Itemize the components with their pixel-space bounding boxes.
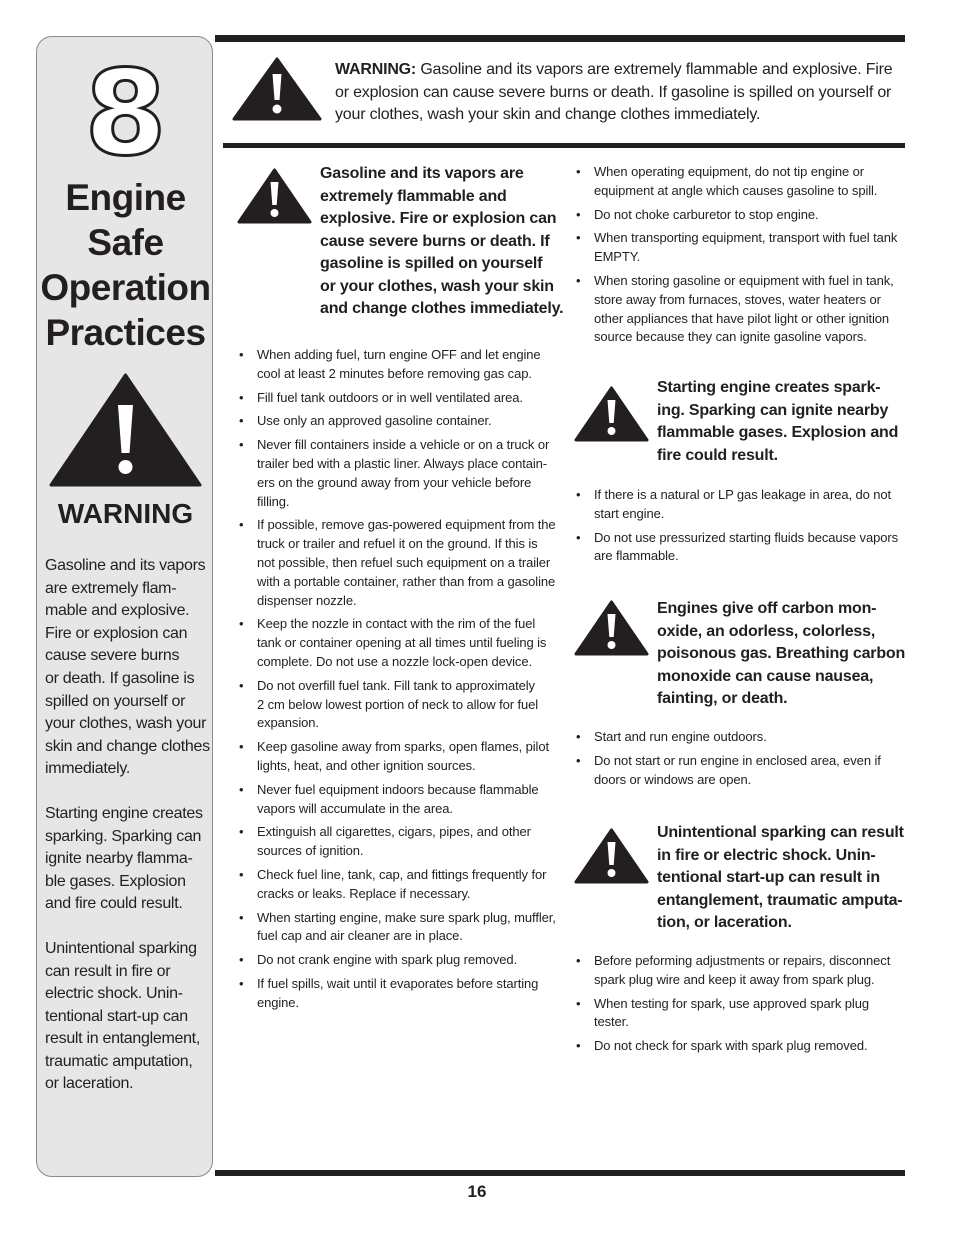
- warning-triangle-icon: [49, 373, 202, 488]
- sidebar-paragraph: [45, 803, 210, 916]
- bullet-icon: •: [576, 164, 581, 179]
- sidebar-paragraph-line: and fire could result.: [45, 895, 183, 913]
- bullet-icon: •: [239, 347, 244, 362]
- sidebar-paragraph: [45, 938, 210, 1096]
- header-line: in fire or electric shock. Unin-: [657, 846, 876, 864]
- list-item-line: Do not use pressurized starting fluids because vapors: [594, 529, 898, 545]
- list-item-line: start engine.: [594, 505, 665, 521]
- list-item: [237, 823, 562, 861]
- chapter-title-line: Engine: [65, 177, 186, 218]
- list-item-line: cracks or leaks. Replace if necessary.: [257, 885, 471, 901]
- bullet-icon: •: [576, 230, 581, 246]
- top-rule: [215, 35, 905, 42]
- header-line: tentional start-up can result in: [657, 869, 880, 886]
- list-item: [574, 163, 909, 201]
- list-item-line: fuel cap and air cleaner are in place.: [257, 928, 463, 944]
- list-item-line: truck or trailer and refuel it on the ground. If this is: [257, 536, 538, 552]
- list-item: [237, 516, 562, 610]
- list-item: [237, 615, 562, 671]
- fuel-safety-list-continued: [574, 163, 909, 352]
- spark-hazard-header: [657, 377, 907, 467]
- list-item: [574, 728, 909, 747]
- bullet-icon: •: [239, 437, 244, 453]
- list-item-line: doors or windows are open.: [594, 771, 752, 787]
- header-line: Gasoline and its vapors are: [320, 165, 524, 182]
- electric-shock-safety-list: [574, 952, 909, 1061]
- list-item: [237, 346, 562, 384]
- list-item-line: If there is a natural or LP gas leakage in area, do not: [594, 487, 892, 502]
- list-item: [237, 738, 562, 776]
- list-item-line: sources of ignition.: [257, 843, 364, 859]
- carbon-monoxide-hazard-header: [657, 598, 907, 711]
- warning-triangle-icon: [232, 57, 322, 121]
- list-item: [237, 677, 562, 733]
- sidebar-paragraph-line: your clothes, wash your: [45, 715, 207, 733]
- sidebar-paragraph-line: are extremely flam-: [45, 579, 177, 597]
- list-item-line: Do not check for spark with spark plug removed.: [594, 1038, 868, 1054]
- sidebar-paragraph-line: Gasoline and its vapors: [45, 557, 206, 574]
- header-line: ing. Sparking can ignite nearby: [657, 401, 889, 419]
- list-item-line: Extinguish all cigarettes, cigars, pipes, and other: [257, 824, 531, 840]
- list-item-line: Never fuel equipment indoors because flammable: [257, 781, 539, 797]
- sidebar-paragraph-line: immediately.: [45, 760, 131, 778]
- list-item: [237, 389, 562, 408]
- list-item-line: Do not choke carburetor to stop engine.: [594, 206, 819, 222]
- warning-triangle-icon: [574, 386, 649, 442]
- header-line: poisonous gas. Breathing carbon: [657, 645, 906, 662]
- sidebar-paragraph-line: Starting engine creates: [45, 804, 203, 822]
- carbon-monoxide-safety-list: [574, 728, 909, 794]
- list-item: [237, 866, 562, 904]
- list-item-line: Do not overfill fuel tank. Fill tank to approximately: [257, 677, 535, 693]
- list-item-line: spark plug wire and keep it away from spark plug.: [594, 971, 875, 987]
- warning-triangle-icon: [574, 828, 649, 884]
- sidebar-paragraph-line: ble gases. Explosion: [45, 872, 186, 890]
- sidebar-paragraph-line: can result in fire or: [45, 962, 171, 980]
- bullet-icon: •: [239, 739, 244, 755]
- list-item-line: store away from furnaces, stoves, water heaters or: [594, 291, 881, 307]
- bullet-icon: •: [239, 975, 244, 991]
- header-line: and change clothes immediately.: [320, 300, 564, 317]
- list-item: [574, 206, 909, 225]
- chapter-title-line: Practices: [45, 312, 206, 353]
- list-item: [574, 1037, 909, 1056]
- header-line: Engines give off carbon mon-: [657, 600, 877, 617]
- sidebar-paragraph-line: sparking. Sparking can: [45, 827, 202, 845]
- header-line: cause severe burns or death. If: [320, 232, 550, 250]
- list-item: [574, 229, 909, 267]
- list-item-line: with a portable container, rather than from a gasoline: [257, 573, 556, 589]
- warning-label: WARNING: [57, 498, 194, 529]
- list-item: [574, 272, 909, 347]
- list-item: [574, 995, 909, 1033]
- bullet-icon: •: [239, 616, 244, 632]
- list-item-line: ers on the ground away from your vehicle before: [257, 474, 532, 490]
- top-warning-statement: [335, 59, 905, 127]
- bullet-icon: •: [239, 824, 244, 840]
- chapter-sidebar: [36, 36, 213, 1177]
- warning-triangle-icon: [574, 600, 649, 656]
- header-line: fainting, or death.: [657, 690, 788, 707]
- header-line: or your clothes, wash your skin: [320, 277, 554, 295]
- chapter-title-line: Operation: [40, 267, 211, 308]
- sidebar-paragraph-line: or laceration.: [45, 1075, 134, 1093]
- list-item-line: tank or container opening at all times until fueling is: [257, 635, 547, 651]
- list-item-line: lights, heat, and other ignition sources.: [257, 757, 476, 773]
- bullet-icon: •: [239, 517, 244, 533]
- list-item: [237, 909, 562, 947]
- list-item-line: When operating equipment, do not tip engine or: [594, 164, 865, 179]
- header-line: entanglement, traumatic amputa-: [657, 891, 903, 909]
- header-line: extremely flammable and: [320, 187, 507, 205]
- list-item-line: When transporting equipment, transport with fuel tank: [594, 230, 898, 246]
- list-item-line: Keep the nozzle in contact with the rim of the fuel: [257, 616, 536, 632]
- chapter-title-line: Safe: [87, 222, 164, 263]
- list-item: [237, 436, 562, 511]
- list-item-line: Before peforming adjustments or repairs, disconnect: [594, 953, 891, 968]
- bottom-rule: [215, 1170, 905, 1176]
- header-line: monoxide can cause nausea,: [657, 667, 874, 685]
- list-item-line: 2 cm below lowest portion of neck to allow for fuel: [257, 696, 539, 712]
- list-item: [574, 952, 909, 990]
- list-item-line: equipment at angle which causes gasoline to spill.: [594, 182, 878, 198]
- middle-rule: [223, 143, 905, 148]
- bullet-icon: •: [239, 677, 244, 693]
- sidebar-paragraph-line: tentional start-up can: [45, 1007, 188, 1025]
- sidebar-paragraph-line: Unintentional sparking: [45, 939, 197, 957]
- sidebar-paragraph-line: electric shock. Unin-: [45, 985, 183, 1003]
- list-item: [574, 486, 909, 524]
- list-item-line: cool at least 2 minutes before removing gas cap.: [257, 365, 532, 381]
- bullet-icon: •: [239, 909, 244, 925]
- bullet-icon: •: [576, 529, 581, 545]
- fuel-hazard-header: [320, 163, 565, 321]
- list-item-line: expansion.: [257, 715, 319, 731]
- list-item-line: If possible, remove gas-powered equipment from the: [257, 517, 556, 533]
- list-item-line: Do not start or run engine in enclosed area, even if: [594, 752, 881, 768]
- sidebar-paragraph-line: or death. If gasoline is: [45, 669, 195, 687]
- bullet-icon: •: [239, 781, 244, 797]
- sidebar-paragraph-line: mable and explosive.: [45, 602, 190, 620]
- chapter-title: [37, 175, 214, 355]
- list-item-line: vapors will accumulate in the area.: [257, 800, 453, 816]
- sidebar-paragraph-line: result in entanglement,: [45, 1030, 200, 1048]
- list-item: [574, 752, 909, 790]
- fuel-safety-list: [237, 346, 562, 1018]
- warning-text: Gasoline and its vapors are extremely flammable and explosive. Fire or explosion can cause severe burns or death. If gasoline is spilled on yourself or your clothes, wash your skin and change clothes immediately.: [335, 61, 893, 123]
- bullet-icon: •: [576, 995, 581, 1011]
- bullet-icon: •: [239, 389, 244, 405]
- warning-lead: WARNING:: [335, 61, 417, 78]
- header-line: explosive. Fire or explosion can: [320, 210, 557, 227]
- sidebar-paragraph-line: Fire or explosion can: [45, 624, 188, 642]
- bullet-icon: •: [576, 752, 581, 768]
- list-item-line: source because they can ignite gasoline vapors.: [594, 329, 867, 345]
- list-item-line: Fill fuel tank outdoors or in well ventilated area.: [257, 389, 523, 405]
- list-item: [237, 975, 562, 1013]
- list-item-line: If fuel spills, wait until it evaporates before starting: [257, 975, 539, 991]
- chapter-number: 8: [84, 44, 167, 182]
- bullet-icon: •: [576, 1038, 581, 1054]
- sidebar-warning-text: [45, 555, 210, 1118]
- bullet-icon: •: [576, 487, 581, 502]
- spark-safety-list: [574, 486, 909, 571]
- sidebar-paragraph-line: traumatic amputation,: [45, 1052, 193, 1070]
- header-line: fire could result.: [657, 446, 778, 464]
- list-item-line: When adding fuel, turn engine OFF and let engine: [257, 347, 541, 362]
- page-number: 16: [467, 1182, 487, 1201]
- list-item-line: trailer bed with a plastic liner. Always place contain-: [257, 455, 548, 471]
- list-item-line: engine.: [257, 994, 299, 1010]
- bullet-icon: •: [239, 413, 244, 429]
- list-item-line: Keep gasoline away from sparks, open flames, pilot: [257, 739, 549, 755]
- list-item-line: are flammable.: [594, 548, 679, 564]
- electric-shock-hazard-header: [657, 822, 907, 935]
- list-item-line: When testing for spark, use approved spark plug: [594, 995, 869, 1011]
- list-item-line: When storing gasoline or equipment with fuel in tank,: [594, 272, 894, 288]
- list-item-line: Start and run engine outdoors.: [594, 729, 767, 744]
- bullet-icon: •: [576, 272, 581, 288]
- list-item-line: EMPTY.: [594, 249, 641, 265]
- list-item: [237, 781, 562, 819]
- list-item-line: not possible, then refuel such equipment on a trailer: [257, 554, 551, 570]
- sidebar-paragraph-line: skin and change clothes: [45, 737, 210, 755]
- list-item-line: other appliances that have pilot light or other ignition: [594, 310, 890, 326]
- bullet-icon: •: [239, 866, 244, 882]
- list-item-line: complete. Do not use a nozzle lock-open device.: [257, 653, 532, 669]
- bullet-icon: •: [576, 953, 581, 968]
- list-item: [237, 951, 562, 970]
- header-line: gasoline is spilled on yourself: [320, 255, 543, 272]
- list-item-line: filling.: [257, 493, 290, 509]
- header-line: Starting engine creates spark-: [657, 379, 881, 396]
- list-item-line: Check fuel line, tank, cap, and fittings frequently for: [257, 866, 547, 882]
- sidebar-paragraph-line: spilled on yourself or: [45, 692, 186, 710]
- sidebar-paragraph-line: ignite nearby flamma-: [45, 850, 193, 868]
- warning-triangle-icon: [237, 168, 312, 224]
- list-item-line: dispenser nozzle.: [257, 592, 357, 608]
- list-item-line: tester.: [594, 1014, 629, 1030]
- list-item-line: Use only an approved gasoline container.: [257, 413, 492, 429]
- header-line: tion, or laceration.: [657, 914, 792, 931]
- header-line: oxide, an odorless, colorless,: [657, 622, 876, 640]
- sidebar-paragraph-line: cause severe burns: [45, 647, 180, 665]
- list-item: [574, 529, 909, 567]
- bullet-icon: •: [239, 952, 244, 968]
- sidebar-paragraph: [45, 555, 210, 781]
- list-item: [237, 412, 562, 431]
- header-line: flammable gases. Explosion and: [657, 424, 899, 441]
- list-item-line: Never fill containers inside a vehicle or on a truck or: [257, 437, 550, 453]
- bullet-icon: •: [576, 206, 581, 222]
- list-item-line: Do not crank engine with spark plug removed.: [257, 952, 518, 968]
- list-item-line: When starting engine, make sure spark plug, muffler,: [257, 909, 556, 925]
- bullet-icon: •: [576, 729, 581, 744]
- header-line: Unintentional sparking can result: [657, 824, 904, 841]
